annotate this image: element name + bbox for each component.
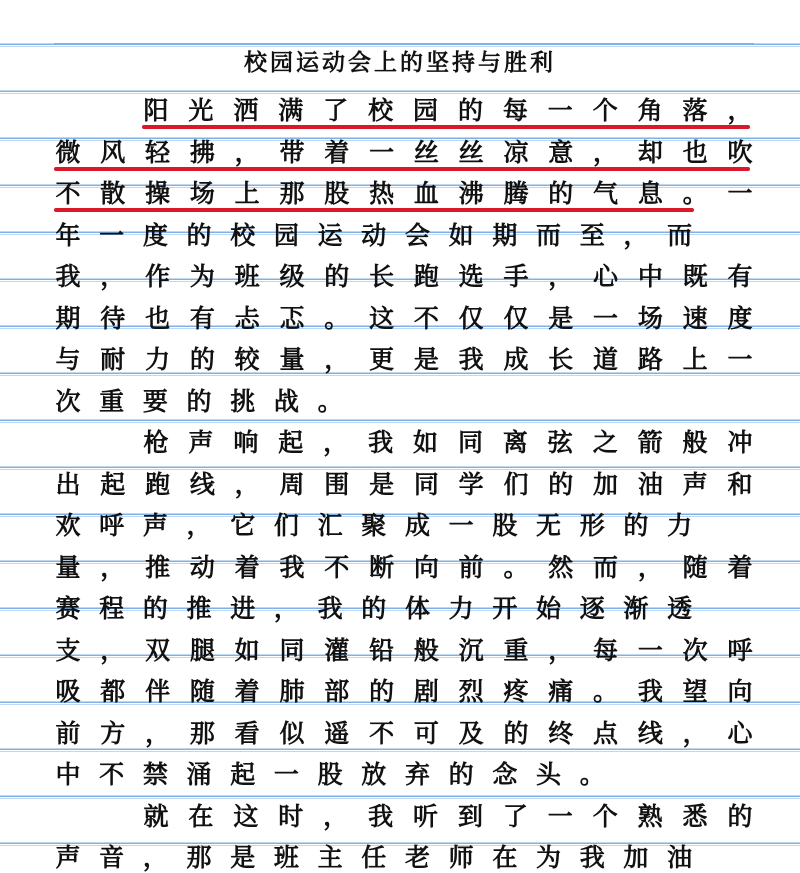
text-line: 期 待 也 有 忐 忑 。 这 不 仅 仅 是 一 场 速 度 — [55, 303, 753, 333]
text-line: 年 一 度 的 校 园 运 动 会 如 期 而 至 ， 而 — [55, 220, 693, 250]
text-line: 欢 呼 声 ， 它 们 汇 聚 成 一 股 无 形 的 力 — [55, 511, 693, 540]
text-line: 微 风 轻 拂 ， 带 着 一 丝 丝 凉 意 ， 却 也 吹 — [55, 137, 753, 167]
red-underline-2 — [54, 167, 750, 171]
text-line: 前 方 ， 那 看 似 遥 不 可 及 的 终 点 线 ， 心 — [55, 718, 753, 748]
text-line: 次 重 要 的 挑 战 。 — [55, 386, 343, 416]
red-underline-3 — [54, 208, 694, 212]
red-underline-1 — [142, 125, 750, 129]
text-line: 支 ， 双 腿 如 同 灌 铅 般 沉 重 ， 每 一 次 呼 — [55, 635, 753, 665]
text-line: 量 ， 推 动 着 我 不 断 向 前 。 然 而 ， 随 着 — [55, 552, 753, 582]
essay-title: 校园运动会上的坚持与胜利 — [244, 49, 556, 76]
text-line: 声 音 ， 那 是 班 主 任 老 师 在 为 我 加 油 — [55, 843, 693, 872]
text-line: 就 在 这 时 ， 我 听 到 了 一 个 熟 悉 的 — [143, 801, 753, 831]
text-line: 吸 都 伴 随 着 肺 部 的 剧 烈 疼 痛 。 我 望 向 — [55, 677, 753, 706]
text-line: 阳 光 洒 满 了 校 园 的 每 一 个 角 落 ， — [143, 96, 753, 125]
text-line: 枪 声 响 起 ， 我 如 同 离 弦 之 箭 般 冲 — [143, 428, 753, 457]
text-line: 我 ， 作 为 班 级 的 长 跑 选 手 ， 心 中 既 有 — [55, 262, 753, 291]
text-line: 与 耐 力 的 较 量 ， 更 是 我 成 长 道 路 上 一 — [55, 345, 753, 374]
text-line: 中 不 禁 涌 起 一 股 放 弃 的 念 头 。 — [55, 760, 605, 789]
text-line: 赛 程 的 推 进 ， 我 的 体 力 开 始 逐 渐 透 — [55, 594, 693, 623]
text-line: 不 散 操 场 上 那 股 热 血 沸 腾 的 气 息 。 一 — [55, 179, 753, 208]
text-line: 出 起 跑 线 ， 周 围 是 同 学 们 的 加 油 声 和 — [55, 469, 753, 499]
